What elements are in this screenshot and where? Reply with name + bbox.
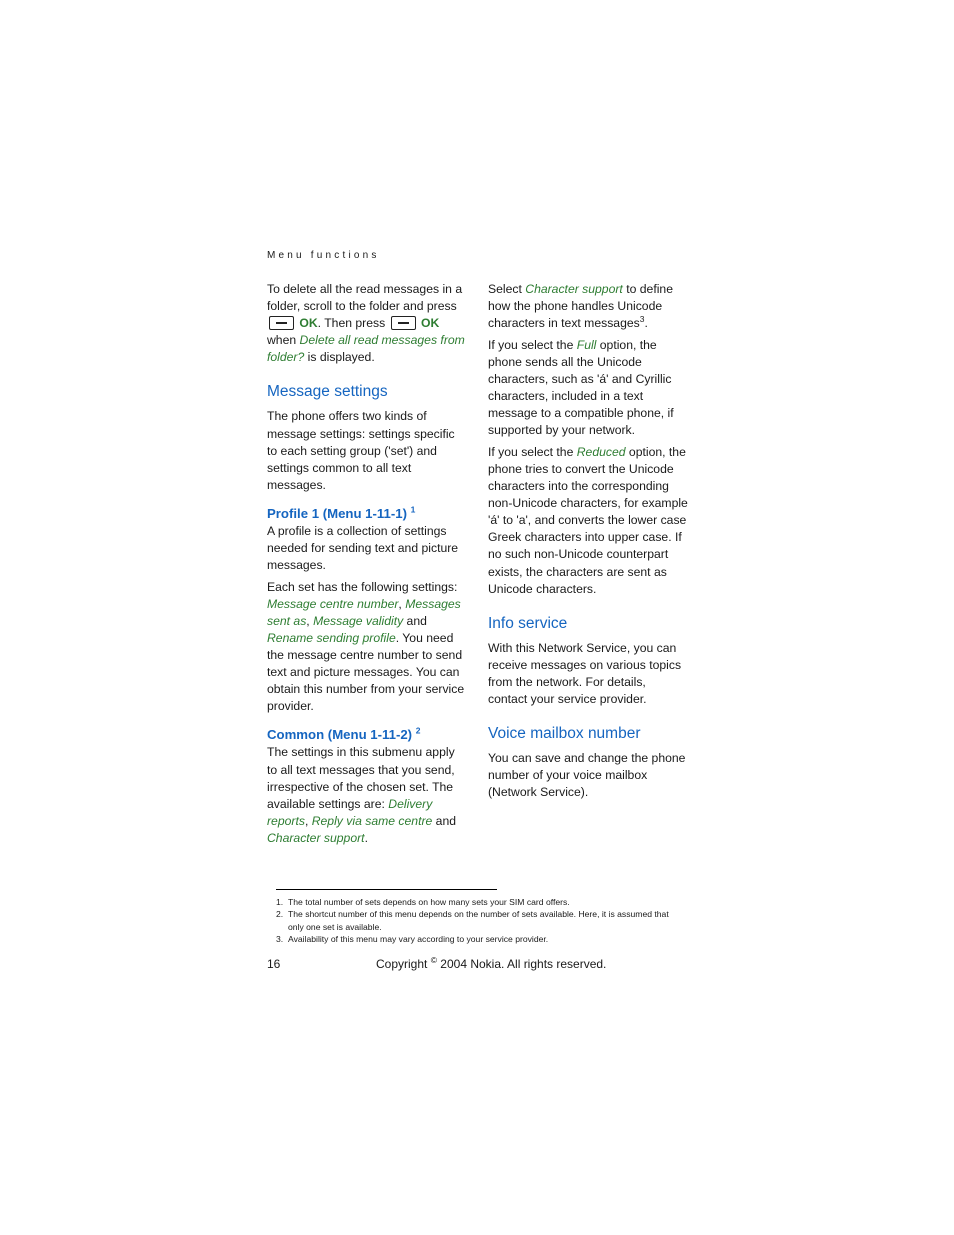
- info-service-heading: Info service: [488, 614, 568, 632]
- footnote: 3. Availability of this menu may vary according to your service provider.: [276, 934, 549, 945]
- right-column: [488, 281, 688, 806]
- menu-option: Message centre number: [267, 596, 399, 611]
- ok-label: OK: [420, 316, 440, 331]
- left-column: [267, 281, 467, 852]
- footnote-divider: [276, 889, 497, 890]
- menu-option: Delete all read messages from folder?: [267, 333, 465, 365]
- character-support-paragraph: Select Character support to define how the phone handles Unicode characters in text messages$^3$.: [488, 282, 673, 331]
- reduced-option-paragraph: If you select the Reduced option, the phone tries to convert the Unicode characters into the corresponding non-Unicode characters, for example 'á' to 'a', and converts the lower case Greek characters into upper case. If no such non-Unicode counterpart exists, the characters are sent as Unicode characters.: [488, 444, 688, 596]
- footnote: 2. The shortcut number of this menu depends on the number of sets available. Here, it is assumed that only one set is available.: [276, 909, 669, 932]
- profile-heading: Profile 1 (Menu 1-11-1) $^1$: [267, 504, 416, 521]
- full-option-paragraph: If you select the Full option, the phone sends all the Unicode characters, such as 'á' and Cyrillic characters, included in a text message to a compatible phone, if supported by your network.: [488, 337, 674, 438]
- footnotes: [276, 896, 676, 946]
- ok-label: OK: [299, 316, 318, 331]
- menu-option: Character support: [525, 282, 623, 296]
- menu-option: Messages sent as: [267, 596, 461, 628]
- profile-body: A profile is a collection of settings needed for sending text and picture messages.: [267, 523, 459, 573]
- footnote-ref: 3: [639, 314, 645, 325]
- page-number: 16: [267, 957, 281, 971]
- menu-option: Full: [576, 337, 597, 352]
- message-settings-heading: Message settings: [267, 383, 388, 401]
- voice-mailbox-heading: Voice mailbox number: [488, 725, 641, 743]
- menu-option: Message validity: [313, 613, 404, 628]
- footnote-ref: 1: [410, 504, 416, 515]
- footnote: 1. The total number of sets depends on how many sets your SIM card offers.: [276, 897, 570, 907]
- softkey-button-icon: [391, 316, 416, 330]
- copyright-symbol: ©: [430, 955, 437, 965]
- copyright-notice: Copyright © 2004 Nokia. All rights reserved.: [376, 955, 607, 971]
- menu-option: Rename sending profile: [267, 631, 396, 645]
- menu-option: Reduced: [576, 444, 626, 459]
- menu-option: Reply via same centre: [311, 813, 433, 828]
- info-service-body: With this Network Service, you can receive messages on various topics from the network. For details, contact your service provider.: [488, 640, 682, 706]
- profile-settings-paragraph: Each set has the following settings: Message centre number, Messages sent as, Message validity and Rename sending profile. You need the message centre number to send text and picture messages. You can obtain this number from your service provider.: [267, 579, 465, 714]
- menu-option: Delivery reports: [267, 796, 433, 828]
- softkey-button-icon: [269, 316, 294, 330]
- running-head: Menu functions: [267, 250, 380, 261]
- common-heading: Common (Menu 1-11-2) $^2$: [267, 726, 421, 743]
- delete-read-paragraph: To delete all the read messages in a folder, scroll to the folder and press OK. Then press OK when Delete all read messages from folder? is displayed.: [267, 282, 465, 365]
- menu-option: Character support: [267, 830, 365, 845]
- message-settings-body: The phone offers two kinds of message settings: settings specific to each setting group ('set') and settings common to all text messages.: [267, 409, 455, 492]
- common-body: The settings in this submenu apply to all text messages that you send, irrespective of the chosen set. The available settings are: Delivery reports, Reply via same centre and Character support.: [267, 745, 457, 845]
- voice-mailbox-body: You can save and change the phone number of your voice mailbox (Network Service).: [488, 751, 686, 800]
- footnote-ref: 2: [415, 726, 421, 737]
